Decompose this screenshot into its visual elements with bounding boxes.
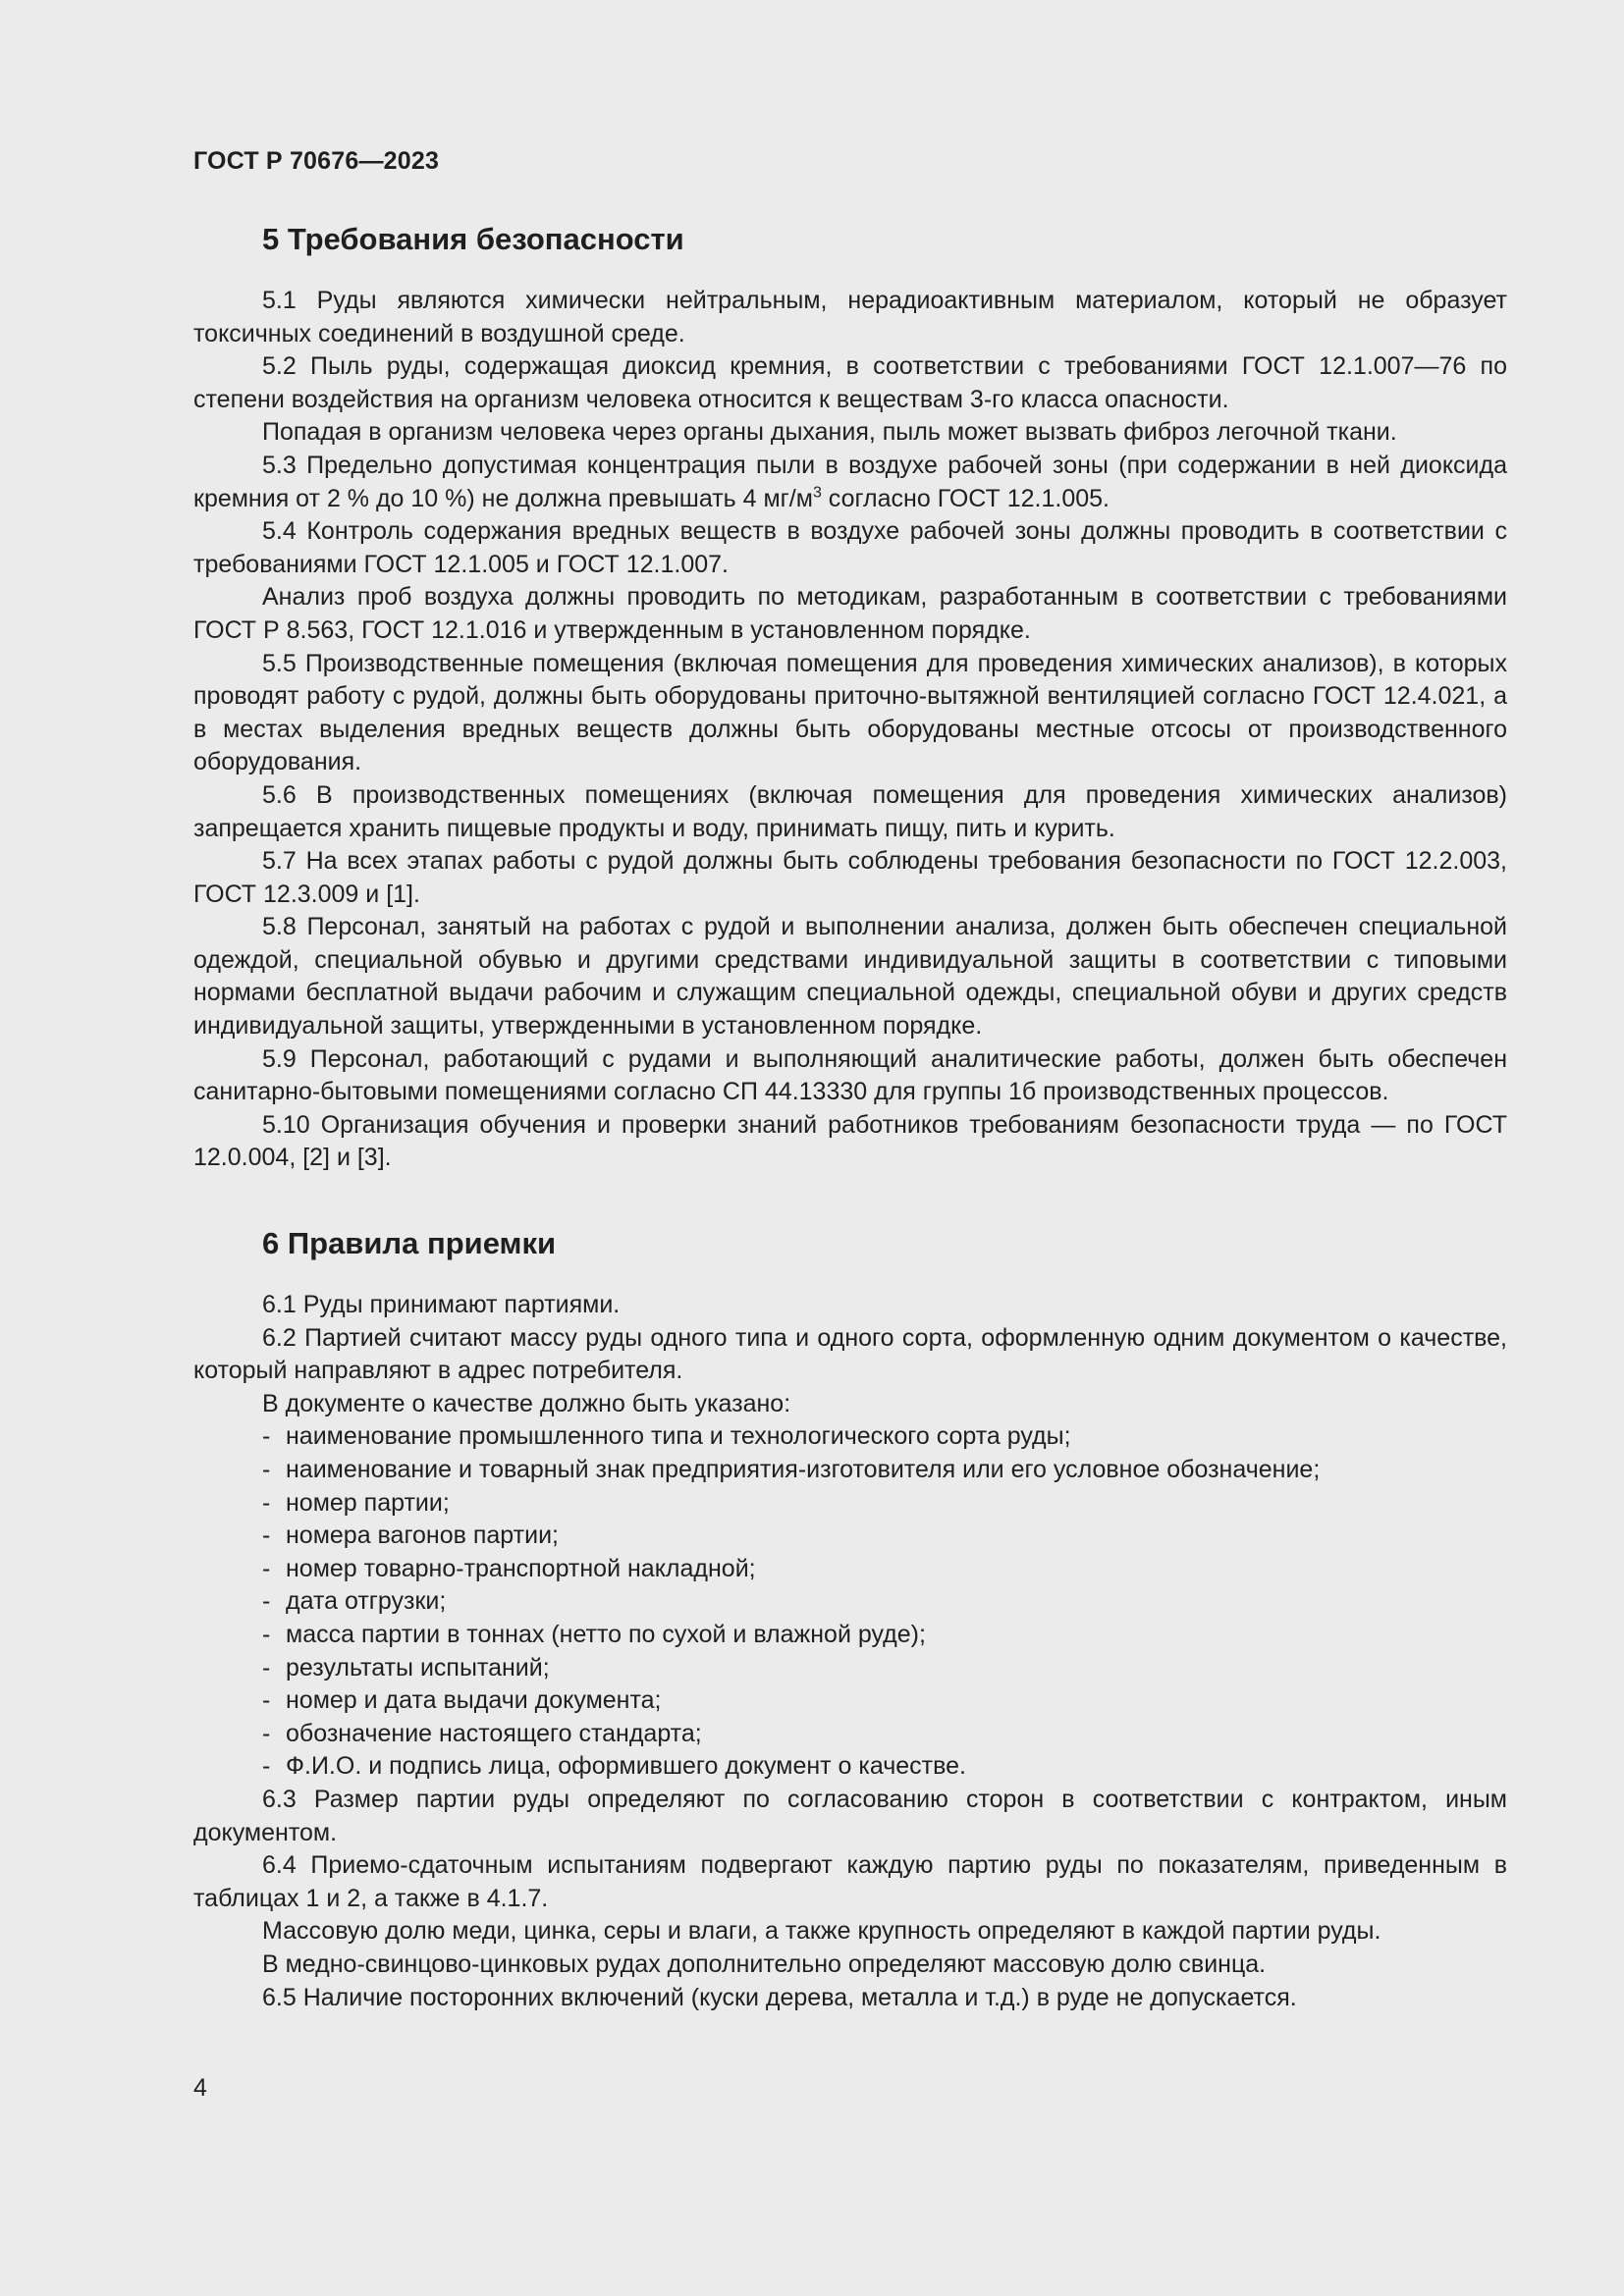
paragraph-5-5: 5.5 Производственные помещения (включая помещения для проведения химических анализов), в которых проводят работу с рудой, должны быть оборудованы приточно-вытяжной вентиляцией согласно ГОСТ 12.4.021, а в местах выделения вредных веществ должны быть оборудованы местные отсосы от производственного оборудования.	[193, 649, 1507, 776]
paragraph-5-8: 5.8 Персонал, занятый на работах с рудой и выполнении анализа, должен быть обеспечен специальной одеждой, специальной обувью и другими средствами индивидуальной защиты в соответствии с типовыми нормами бесплатной выдачи рабочим и служащим специальной одежды, специальной обуви и других средств индивидуальной защиты, утвержденными в установленном порядке.	[193, 913, 1507, 1041]
list-item	[193, 1652, 1507, 1685]
paragraph-6-3: 6.3 Размер партии руды определяют по согласованию сторон в соответствии с контрактом, иным документом.	[193, 1785, 1507, 1846]
superscript-3: 3	[812, 484, 822, 502]
list-item	[193, 1750, 1507, 1784]
list-dash: -	[262, 1522, 271, 1550]
paragraph-5-2-note: Попадая в организм человека через органы дыхания, пыль может вызвать фиброз легочной ткани.	[262, 418, 1397, 447]
paragraph-5-6: 5.6 В производственных помещениях (включая помещения для проведения химических анализов) запрещается хранить пищевые продукты и воду, принимать пищу, пить и курить.	[193, 780, 1507, 842]
paragraph-6-4-copper: Массовую долю меди, цинка, серы и влаги, а также крупность определяют в каждой партии руды.	[262, 1917, 1381, 1946]
paragraph-6-5: 6.5 Наличие посторонних включений (куски дерева, металла и т.д.) в руде не допускается.	[262, 1983, 1297, 2011]
list-item	[193, 1520, 1507, 1553]
list-item-text: Ф.И.О. и подпись лица, оформившего документ о качестве.	[286, 1752, 966, 1781]
list-dash: -	[262, 1422, 271, 1451]
list-item-text: результаты испытаний;	[286, 1653, 550, 1682]
list-item-text: номер товарно-транспортной накладной;	[286, 1554, 756, 1582]
list-dash: -	[262, 1719, 271, 1747]
paragraph-5-3	[193, 450, 1507, 515]
list-dash: -	[262, 1456, 271, 1483]
list-dash: -	[262, 1653, 271, 1682]
paragraph-5-1: 5.1 Руды являются химически нейтральным, нерадиоактивным материалом, который не образует токсичных соединений в воздушной среде.	[193, 287, 1507, 347]
paragraph-6-2: 6.2 Партией считают массу руды одного типа и одного сорта, оформленную одним документом о качестве, который направляют в адрес потребителя.	[193, 1323, 1507, 1385]
paragraph-5-2: 5.2 Пыль руды, содержащая диоксид кремния, в соответствии с требованиями ГОСТ 12.1.007—76 по степени воздействия на организм человека относится к веществам 3-го класса опасности.	[193, 352, 1507, 413]
list-dash: -	[262, 1554, 271, 1582]
paragraph-6-1: 6.1 Руды принимают партиями.	[262, 1291, 621, 1319]
list-dash: -	[262, 1752, 271, 1781]
list-item-text: обозначение настоящего стандарта;	[286, 1719, 702, 1747]
paragraph-5-9: 5.9 Персонал, работающий с рудами и выполняющий аналитические работы, должен быть обеспечен санитарно-бытовыми помещениями согласно СП 44.13330 для группы 1б производственных процессов.	[193, 1044, 1507, 1106]
list-item	[193, 1619, 1507, 1652]
list-dash: -	[262, 1488, 271, 1517]
paragraph-5-10: 5.10 Организация обучения и проверки знаний работников требованиям безопасности труда — по ГОСТ 12.0.004, [2] и [3].	[193, 1110, 1507, 1172]
page-content	[193, 220, 1507, 2014]
list-dash: -	[262, 1686, 271, 1715]
paragraph-6-2-doc: В документе о качестве должно быть указано:	[262, 1389, 791, 1417]
list-item-text: номера вагонов партии;	[286, 1522, 559, 1550]
list-item	[193, 1454, 1507, 1487]
list-item-text: дата отгрузки;	[286, 1587, 447, 1616]
list-item	[193, 1487, 1507, 1521]
list-item-text: наименование и товарный знак предприятия-изготовителя или его условное обозначение;	[286, 1456, 1321, 1483]
paragraph-6-4: 6.4 Приемо-сдаточным испытаниям подвергают каждую партию руды по показателям, приведенным в таблицах 1 и 2, а также в 4.1.7.	[193, 1851, 1507, 1912]
list-item-text: масса партии в тоннах (нетто по сухой и влажной руде);	[286, 1620, 926, 1648]
section-6-title: 6 Правила приемки	[262, 1226, 557, 1261]
paragraph-6-4-lead: В медно-свинцово-цинковых рудах дополнительно определяют массовую долю свинца.	[262, 1949, 1267, 1978]
paragraph-5-7: 5.7 На всех этапах работы с рудой должны быть соблюдены требования безопасности по ГОСТ 12.2.003, ГОСТ 12.3.009 и [1].	[193, 847, 1507, 908]
quality-document-list	[193, 1420, 1507, 1784]
paragraph-5-4-note: Анализ проб воздуха должны проводить по методикам, разработанным в соответствии с требованиями ГОСТ Р 8.563, ГОСТ 12.1.016 и утвержденным в установленном порядке.	[193, 583, 1507, 644]
list-dash: -	[262, 1587, 271, 1616]
list-item	[193, 1684, 1507, 1718]
paragraph-5-3-tail: согласно ГОСТ 12.1.005.	[821, 484, 1110, 512]
list-item-text: номер партии;	[286, 1488, 450, 1517]
list-item	[193, 1420, 1507, 1454]
list-item-text: номер и дата выдачи документа;	[286, 1686, 662, 1715]
list-item	[193, 1585, 1507, 1619]
list-item-text: наименование промышленного типа и технологического сорта руды;	[286, 1422, 1071, 1451]
document-code: ГОСТ Р 70676—2023	[193, 147, 440, 175]
paragraph-5-3-text: 5.3 Предельно допустимая концентрация пыли в воздухе рабочей зоны (при содержании в ней диоксида кремния от 2 % до 10 %) не должна превышать 4 мг/м	[193, 451, 1507, 512]
section-5-title: 5 Требования безопасности	[262, 222, 684, 256]
list-item	[193, 1553, 1507, 1586]
paragraph-5-4: 5.4 Контроль содержания вредных веществ в воздухе рабочей зоны должны проводить в соответствии с требованиями ГОСТ 12.1.005 и ГОСТ 12.1.007.	[193, 517, 1507, 578]
list-dash: -	[262, 1620, 271, 1648]
page-number: 4	[193, 2074, 207, 2102]
list-item	[193, 1718, 1507, 1751]
